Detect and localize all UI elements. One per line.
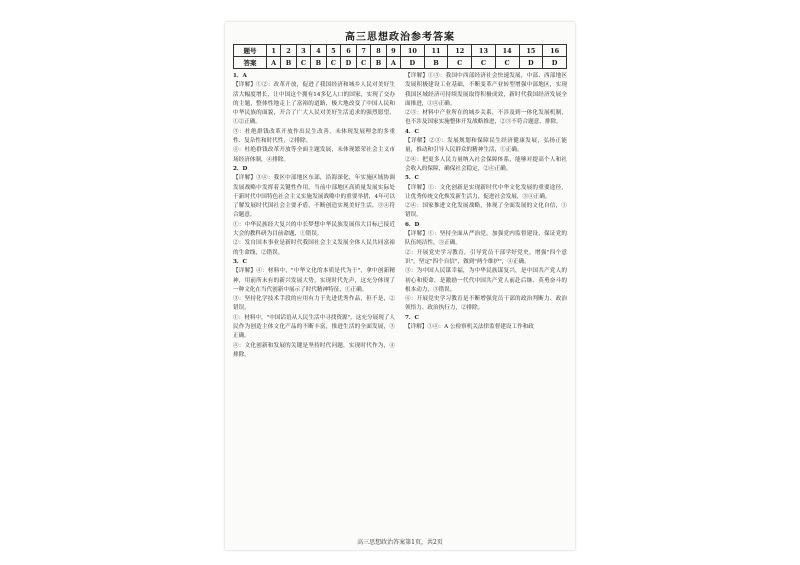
paragraph: ④：杜绝群钱改革开放等全面主题发展，未体现繁荣社会主义市场经济体制，④排除。 [233, 147, 395, 163]
table-cell: 8 [371, 45, 386, 57]
table-cell: 16 [543, 45, 567, 57]
table-cell: 4 [311, 45, 326, 57]
table-cell: B [281, 57, 296, 69]
paragraph: 1．A [233, 73, 247, 79]
page-title: 高三思想政治参考答案 [345, 32, 455, 43]
table-cell: C [472, 57, 496, 69]
table-cell: 10 [400, 45, 424, 57]
table-cell: 7 [356, 45, 371, 57]
paragraph: ②③：材料中产业所在的城乡关系，不涉及到一体化发展机制，也不涉及国家实施整体开发战略推进，②③不符合题意，排除。 [405, 110, 567, 126]
table-cell: 11 [424, 45, 448, 57]
table-cell: C [326, 57, 341, 69]
paragraph: ②：开展党史学习教育，引导党员干部学好党史，增强"四个意识"，坚定"四个自信"，做到"两个维护"，④正确。 [405, 249, 567, 265]
table-cell: 14 [495, 45, 519, 57]
paragraph: 【详解】①③：我国中西部经济社会快速发展，中部、西部地区发展积极建设工业基础，不断变革产业转型增强中部地区，实现我国区域经济可持续发展取得积极成效，新时代我国经济发展全面推进，①④正确。 [405, 73, 567, 107]
table-cell: 2 [281, 45, 296, 57]
table-cell: 6 [341, 45, 357, 57]
paragraph: 【详解】①：文化创新是实现新时代中华文化发展的重要途径，让优秀传统文化焕发新生活力，促进社会发展，③④正确。 [405, 184, 567, 200]
answer-table [233, 44, 567, 69]
table-cell: D [400, 57, 424, 69]
paragraph: ④：开展党史学习教育是不断增强党员干部的政治判断力、政治领悟力、政治执行力，②排除。 [405, 296, 567, 312]
paragraph: ②④：把更多人民力量纳入社会保障体系，能够对提高个人和社会收入的保障，确保社会稳定，②④正确。 [405, 156, 567, 172]
table-cell: 1 [267, 45, 281, 57]
paragraph: ③：为中国人民谋幸福，为中华民族谋复兴，是中国共产党人的初心和使命，是激励一代代中国共产党人前赴后继、英勇奋斗的根本动力，③错误。 [405, 268, 567, 293]
paragraph: 【详解】①：坚持全面从严治党，加强党内监督建设，保证党的队伍纯洁性，③正确。 [405, 231, 567, 247]
table-cell: D [519, 57, 543, 69]
table-cell: B [424, 57, 448, 69]
paragraph: 【详解】①④：A 公检察机关法律监督建设工作和政 [405, 324, 534, 331]
page-footer: 高三思想政治答案第1页，共2页 [357, 539, 443, 546]
answer-row [234, 57, 567, 69]
table-cell: 5 [326, 45, 341, 57]
table-cell: D [543, 57, 567, 69]
paragraph: 【详解】②③：发展规划和保障民生经济健康发展，弘扬正能量，推动和引导人民群众的精神生活，①正确。 [405, 138, 567, 154]
table-cell: C [296, 57, 311, 69]
paragraph: ④：文化创新和发展的关键是坚持时代问题，实现时代作为，④排除。 [233, 342, 395, 358]
paragraph: 6．D [405, 221, 420, 228]
table-cell: 13 [472, 45, 496, 57]
table-cell: C [356, 57, 371, 69]
paragraph: ③：坚持化学技术手段的应用有力于先进优秀作品，但不是，②错误。 [233, 296, 395, 312]
paragraph: ②④：国家推进文化发展战略，体现了全面发展的文化自信，①错误。 [405, 203, 567, 219]
table-cell: 15 [519, 45, 543, 57]
paragraph: 【详解】①②：改革开放，促进了我国经济和城乡人民对美好生活大幅度增长，让中国这个拥有14多亿人口的国家，实现了交办的主题，整体性地走上了富裕的道路，极大地改变了中国人民和中华民族的面貌，开合了广大人民对美好生活追求的强烈愿望，①②正确。 [233, 82, 395, 126]
left-text-column [233, 72, 395, 360]
table-cell: 12 [448, 45, 472, 57]
paragraph: 【详解】④：材料中，"中华文化的本质是代为于"，拿中创新精神，用前所未有的新兴发展大势，实现时代先声，这充分体现了一种文化在当代创新中展示了时代精神特征，①正确。 [233, 268, 395, 293]
table-cell: B [311, 57, 326, 69]
question-number-row [234, 45, 567, 57]
paragraph: 【详解】③④：我区中部地区东部，沿海深化，年实施区域协调发展战略中发挥着关键性作用。当前中部地区高质量发展实际处于新时代中国特色社会主义实施发展战略中的重要举措，4年可以了解发展时代国社会主要矛盾，不断创造实现美好生活，③④符合题意。 [233, 175, 395, 219]
paragraph: 7．C [405, 314, 419, 321]
paragraph: 3．C [233, 258, 247, 265]
table-cell: D [341, 57, 357, 69]
table-cell: C [495, 57, 519, 69]
paragraph: 5．C [405, 175, 419, 182]
right-text-column [405, 72, 567, 332]
table-cell: A [267, 57, 281, 69]
answer-sheet-page [225, 22, 575, 550]
paragraph: 4．C [405, 128, 419, 135]
table-cell: A [386, 57, 400, 69]
row-label-answer: 答案 [234, 57, 267, 69]
paragraph: ①：中华民族经大复兴的中长梦想中华民族发展伟大目标已接近大会的教科研为目前命题，①错误。 [233, 221, 395, 238]
row-label-number: 题号 [234, 45, 267, 57]
paragraph: 2．D [233, 165, 248, 172]
table-cell: 9 [386, 45, 400, 57]
paragraph: ②：发自国本事业是新时代我国社会主义发展全体人民共同富裕的生命线，②错误。 [233, 240, 395, 256]
paragraph: ③：杜绝群钱改革开放作出民生改善，未体现发展理念的多重性、复杂性和时代性，②排除。 [233, 128, 395, 145]
table-cell: B [371, 57, 386, 69]
paragraph: ①：材料中，"中国话语从人民生活中寻找资源"，这充分展现了人民作为创造主体文化产品的不断丰富，推进生活的全面发展，③正确。 [233, 314, 395, 340]
table-cell: C [448, 57, 472, 69]
table-cell: 3 [296, 45, 311, 57]
